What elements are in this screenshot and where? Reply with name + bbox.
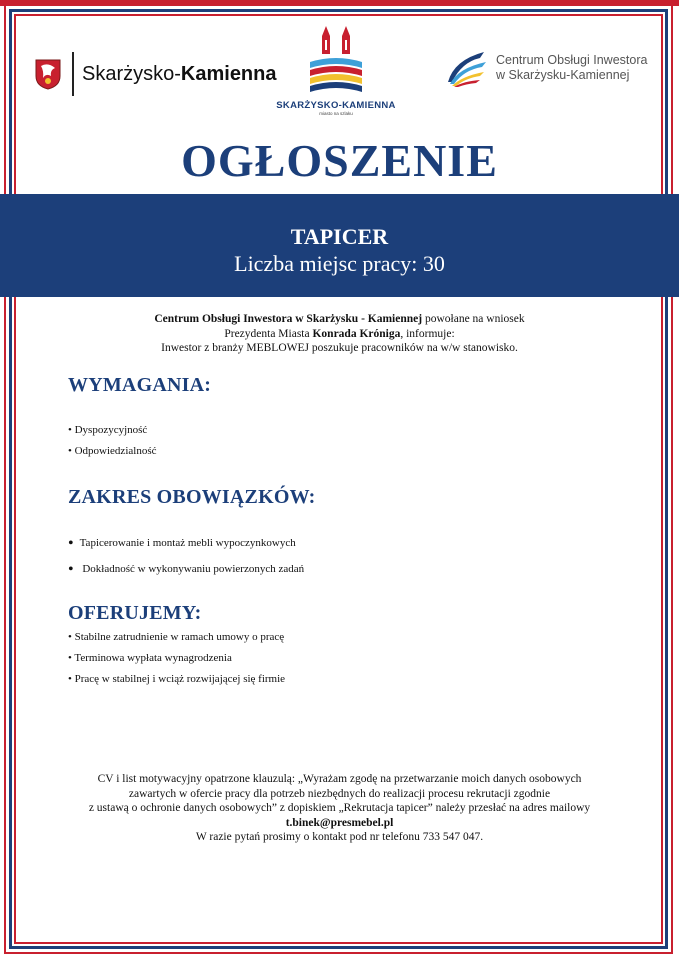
contact-email[interactable]: t.binek@presmebel.pl [285, 816, 394, 829]
center-logo-name: SKARŻYSKO-KAMIENNA [276, 100, 396, 111]
twin-towers-logo-icon [306, 24, 366, 98]
city-name-regular: Skarżysko- [82, 62, 181, 85]
duty-text: Dokładność w wykonywaniu powierzonych zadań [82, 563, 305, 575]
intro-line-3: Inwestor z branży MEBLOWEJ poszukuje pracowników na w/w stanowisko. [161, 342, 518, 354]
coi-line-1: Centrum Obsługi Inwestora [496, 53, 648, 67]
list-item: • Pracę w stabilnej i wciąż rozwijającej się firmie [68, 673, 286, 685]
offer-text: Stabilne zatrudnienie w ramach umowy o pracę [74, 631, 285, 643]
center-logo [270, 24, 402, 124]
coi-logo-text [496, 53, 647, 83]
offer-text: Pracę w stabilnej i wciąż rozwijającej się firmie [74, 673, 286, 685]
city-name [82, 63, 277, 86]
footer-line-1: CV i list motywacyjny opatrzone klauzulą: „Wyrażam zgodę na przetwarzanie moich danych osobowych [97, 773, 582, 785]
intro-line-2-pre: Prezydenta Miasta [224, 327, 313, 340]
logo-divider [72, 52, 74, 96]
intro-line-2-rest: , informuje: [400, 327, 455, 340]
list-item: • Tapicerowanie i montaż mebli wypoczynkowych [68, 535, 296, 552]
list-item: • Dokładność w wykonywaniu powierzonych zadań [68, 561, 305, 578]
intro-line-2 [40, 327, 639, 342]
intro-line-1 [40, 312, 639, 327]
job-title: TAPICER [290, 224, 389, 249]
positions-count: Liczba miejsc pracy: 30 [234, 251, 445, 276]
footer-line-3: z ustawą o ochronie danych osobowych” z dopiskiem „Rekrutacja tapicer” należy przesłać na adres mailowy [88, 802, 591, 815]
footer-line-2: zawartych w ofercie pracy dla potrzeb niezbędnych do realizacji procesu rekrutacji zgodnie [128, 787, 551, 800]
coi-logo [444, 48, 647, 88]
requirement-text: Dyspozycyjność [74, 424, 148, 436]
intro-line-2-bold: Konrada Króniga [312, 327, 401, 340]
duties-title: ZAKRES OBOWIĄZKÓW: [68, 486, 316, 508]
swoosh-arrows-logo-icon [444, 48, 490, 88]
city-name-bold: Kamienna [180, 62, 277, 85]
intro-text [40, 312, 639, 356]
list-item: • Odpowiedzialność [68, 445, 157, 457]
center-logo-tagline: miasto na szlaku [319, 111, 353, 116]
list-item: • Dyspozycyjność [68, 424, 148, 436]
coi-line-2: w Skarżysku-Kamiennej [496, 68, 630, 82]
list-item: • Stabilne zatrudnienie w ramach umowy o pracę [68, 631, 285, 643]
application-instructions [40, 772, 639, 845]
list-item: • Terminowa wypłata wynagrodzenia [68, 652, 232, 664]
page-title: OGŁOSZENIE [181, 135, 498, 186]
offer-title: OFERUJEMY: [68, 602, 202, 624]
requirements-title: WYMAGANIA: [68, 374, 212, 396]
city-logo [34, 52, 277, 96]
footer-line-5: W razie pytań prosimy o kontakt pod nr telefonu 733 547 047. [195, 831, 484, 844]
intro-line-1-rest: powołane na wniosek [422, 313, 525, 325]
coat-of-arms-icon [34, 58, 62, 90]
job-band [0, 194, 679, 297]
offer-text: Terminowa wypłata wynagrodzenia [74, 652, 232, 664]
requirement-text: Odpowiedzialność [74, 445, 157, 457]
intro-line-1-bold: Centrum Obsługi Inwestora w Skarżysku - Kamiennej [154, 313, 423, 325]
duty-text: Tapicerowanie i montaż mebli wypoczynkowych [79, 537, 296, 549]
